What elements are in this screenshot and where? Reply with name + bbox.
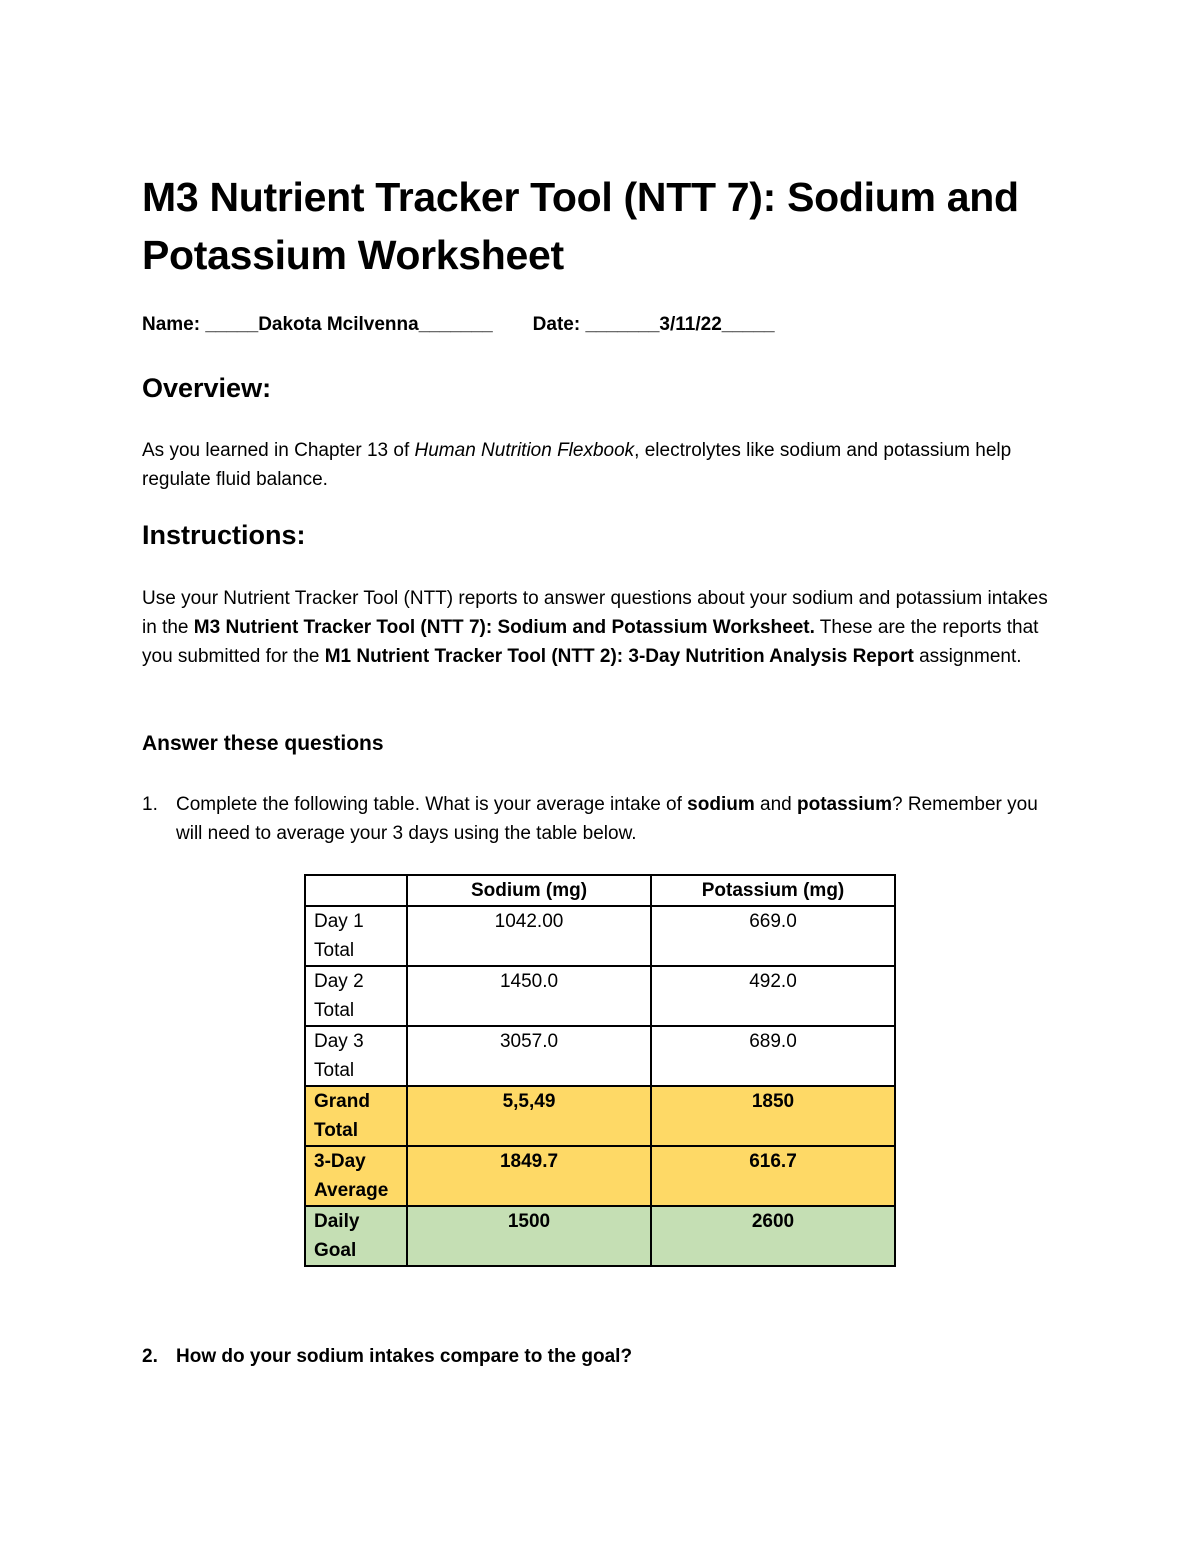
potassium-cell: 1850 xyxy=(651,1086,895,1146)
table-row-daily-goal xyxy=(305,1206,895,1266)
question-2-number: 2. xyxy=(142,1346,158,1367)
name-value: _____Dakota Mcilvenna_______ xyxy=(205,314,493,335)
potassium-cell: 669.0 xyxy=(651,906,895,966)
table-row xyxy=(305,966,895,1026)
date-value: _______3/11/22_____ xyxy=(585,314,775,335)
table-row xyxy=(305,1026,895,1086)
row-label: Grand Total xyxy=(305,1086,407,1146)
q1-bold-potassium: potassium xyxy=(797,794,893,815)
potassium-cell: 2600 xyxy=(651,1206,895,1266)
sodium-cell: 5,5,49 xyxy=(407,1086,651,1146)
q1-text-a: Complete the following table. What is your average intake of xyxy=(176,794,688,815)
instructions-text-2: These are the reports that you submitted for the xyxy=(142,617,1039,667)
report-name-bold: M1 Nutrient Tracker Tool (NTT 2): 3-Day Nutrition Analysis Report xyxy=(324,646,914,667)
table-row-grand-total xyxy=(305,1086,895,1146)
sodium-cell: 1500 xyxy=(407,1206,651,1266)
question-1-text xyxy=(176,790,1062,848)
row-label: Day 3 Total xyxy=(305,1026,407,1086)
name-label: Name: xyxy=(142,314,201,335)
questions-heading: Answer these questions xyxy=(142,732,384,755)
potassium-cell: 492.0 xyxy=(651,966,895,1026)
sodium-cell: 1450.0 xyxy=(407,966,651,1026)
overview-text-after: , electrolytes like sodium and potassium help regulate fluid balance. xyxy=(142,440,1012,490)
row-label: Day 2 Total xyxy=(305,966,407,1026)
row-label: 3-Day Average xyxy=(305,1146,407,1206)
table-header-blank xyxy=(305,875,407,906)
sodium-cell: 3057.0 xyxy=(407,1026,651,1086)
question-1 xyxy=(142,790,1062,848)
sodium-cell: 1042.00 xyxy=(407,906,651,966)
table-header-potassium: Potassium (mg) xyxy=(651,875,895,906)
instructions-text-1: Use your Nutrient Tracker Tool (NTT) reports to answer questions about your sodium and potassium intakes in the xyxy=(142,588,1048,638)
instructions-heading: Instructions: xyxy=(142,520,306,550)
q1-text-b: and xyxy=(754,794,797,815)
instructions-paragraph xyxy=(142,584,1062,671)
worksheet-name-bold: M3 Nutrient Tracker Tool (NTT 7): Sodium and Potassium Worksheet. xyxy=(193,617,815,638)
sodium-cell: 1849.7 xyxy=(407,1146,651,1206)
table-row xyxy=(305,906,895,966)
table-row-average xyxy=(305,1146,895,1206)
row-label: Day 1 Total xyxy=(305,906,407,966)
table-header-row xyxy=(305,875,895,906)
row-label: Daily Goal xyxy=(305,1206,407,1266)
question-2 xyxy=(142,1342,1062,1371)
table-header-sodium: Sodium (mg) xyxy=(407,875,651,906)
q1-bold-sodium: sodium xyxy=(687,794,755,815)
question-1-number: 1. xyxy=(142,794,158,815)
q1-text-c: ? Remember you will need to average your 3 days using the table below. xyxy=(176,794,1038,844)
name-date-line xyxy=(142,311,775,339)
potassium-cell: 616.7 xyxy=(651,1146,895,1206)
overview-text-before: As you learned in Chapter 13 of xyxy=(142,440,415,461)
question-2-text: How do your sodium intakes compare to the goal? xyxy=(176,1346,633,1367)
book-title: Human Nutrition Flexbook xyxy=(414,440,635,461)
intake-table xyxy=(304,874,896,1267)
date-label: Date: xyxy=(532,314,581,335)
instructions-text-3: assignment. xyxy=(913,646,1022,667)
potassium-cell: 689.0 xyxy=(651,1026,895,1086)
page-title: M3 Nutrient Tracker Tool (NTT 7): Sodium and Potassium Worksheet xyxy=(142,174,1019,278)
overview-heading: Overview: xyxy=(142,373,272,403)
overview-paragraph xyxy=(142,436,1062,494)
